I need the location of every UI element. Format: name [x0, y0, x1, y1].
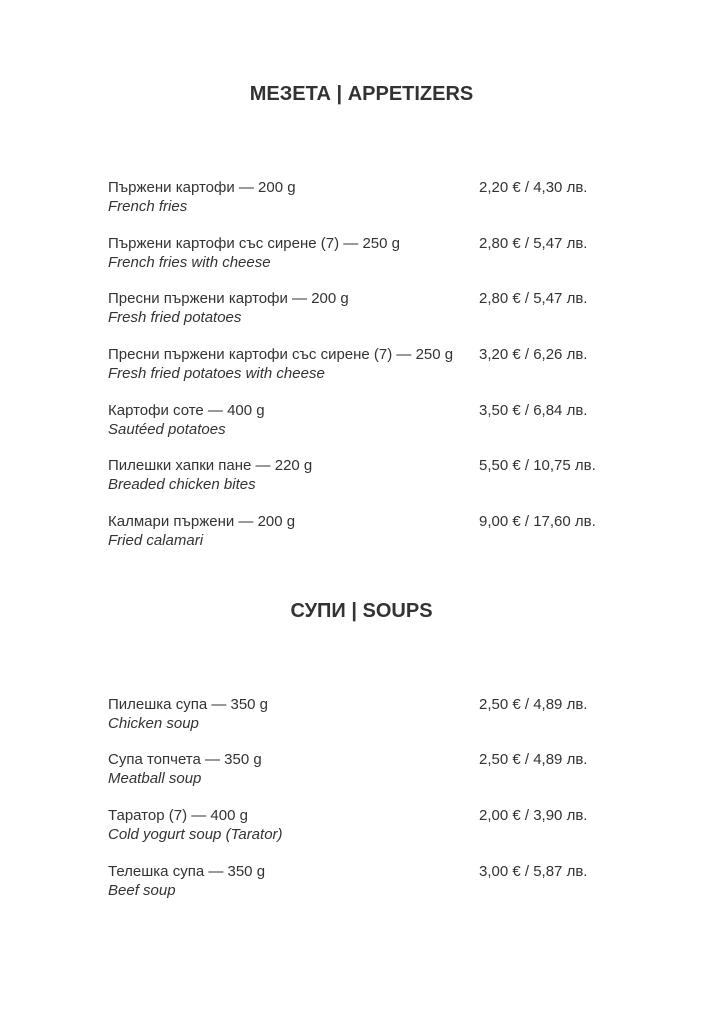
- item-price: 3,50 € / 6,84 лв.: [479, 402, 588, 419]
- item-name: Калмари пържени — 200 g: [108, 513, 296, 530]
- menu-item: [108, 513, 628, 553]
- menu-item: [108, 235, 628, 275]
- item-name: Телешка супа — 350 g: [108, 863, 266, 880]
- item-name: Пилешки хапки пане — 220 g: [108, 457, 313, 474]
- item-price: 2,80 € / 5,47 лв.: [479, 235, 588, 252]
- item-name-en: Breaded chicken bites: [108, 476, 256, 493]
- item-name-en: Beef soup: [108, 882, 176, 899]
- item-name: Пилешка супа — 350 g: [108, 696, 269, 713]
- item-name-en: Sautéed potatoes: [108, 421, 226, 438]
- section-title-soups: СУПИ | SOUPS: [290, 600, 433, 622]
- item-name: Картофи соте — 400 g: [108, 402, 265, 419]
- item-price: 3,20 € / 6,26 лв.: [479, 346, 588, 363]
- section-title-appetizers: МЕЗЕТА | APPETIZERS: [249, 83, 474, 105]
- item-price: 2,50 € / 4,89 лв.: [479, 696, 588, 713]
- item-price: 2,80 € / 5,47 лв.: [479, 290, 588, 307]
- item-price: 5,50 € / 10,75 лв.: [479, 457, 596, 474]
- item-name-en: Fresh fried potatoes: [108, 309, 242, 326]
- item-name-en: Fried calamari: [108, 532, 204, 549]
- item-name-en: Chicken soup: [108, 715, 199, 732]
- item-price: 2,00 € / 3,90 лв.: [479, 807, 588, 824]
- item-name-en: Fresh fried potatoes with cheese: [108, 365, 325, 382]
- item-name-en: French fries with cheese: [108, 254, 271, 271]
- item-name: Пържени картофи със сирене (7) — 250 g: [108, 235, 400, 252]
- item-name: Таратор (7) — 400 g: [108, 807, 248, 824]
- item-price: 2,20 € / 4,30 лв.: [479, 179, 588, 196]
- menu-item: [108, 179, 628, 219]
- item-name: Супа топчета — 350 g: [108, 751, 262, 768]
- item-name-en: French fries: [108, 198, 188, 215]
- menu-item: [108, 346, 628, 386]
- menu-item: [108, 751, 628, 791]
- item-name: Пресни пържени картофи със сирене (7) — 250 g: [108, 346, 454, 363]
- item-name-en: Meatball soup: [108, 770, 202, 787]
- menu-item: [108, 290, 628, 330]
- menu-item: [108, 696, 628, 736]
- menu-item: [108, 863, 628, 903]
- menu-item: [108, 402, 628, 442]
- item-name: Пържени картофи — 200 g: [108, 179, 296, 196]
- menu-item: [108, 457, 628, 497]
- item-price: 2,50 € / 4,89 лв.: [479, 751, 588, 768]
- item-name-en: Cold yogurt soup (Tarator): [108, 826, 283, 843]
- item-price: 9,00 € / 17,60 лв.: [479, 513, 596, 530]
- item-price: 3,00 € / 5,87 лв.: [479, 863, 588, 880]
- menu-item: [108, 807, 628, 847]
- item-name: Пресни пържени картофи — 200 g: [108, 290, 349, 307]
